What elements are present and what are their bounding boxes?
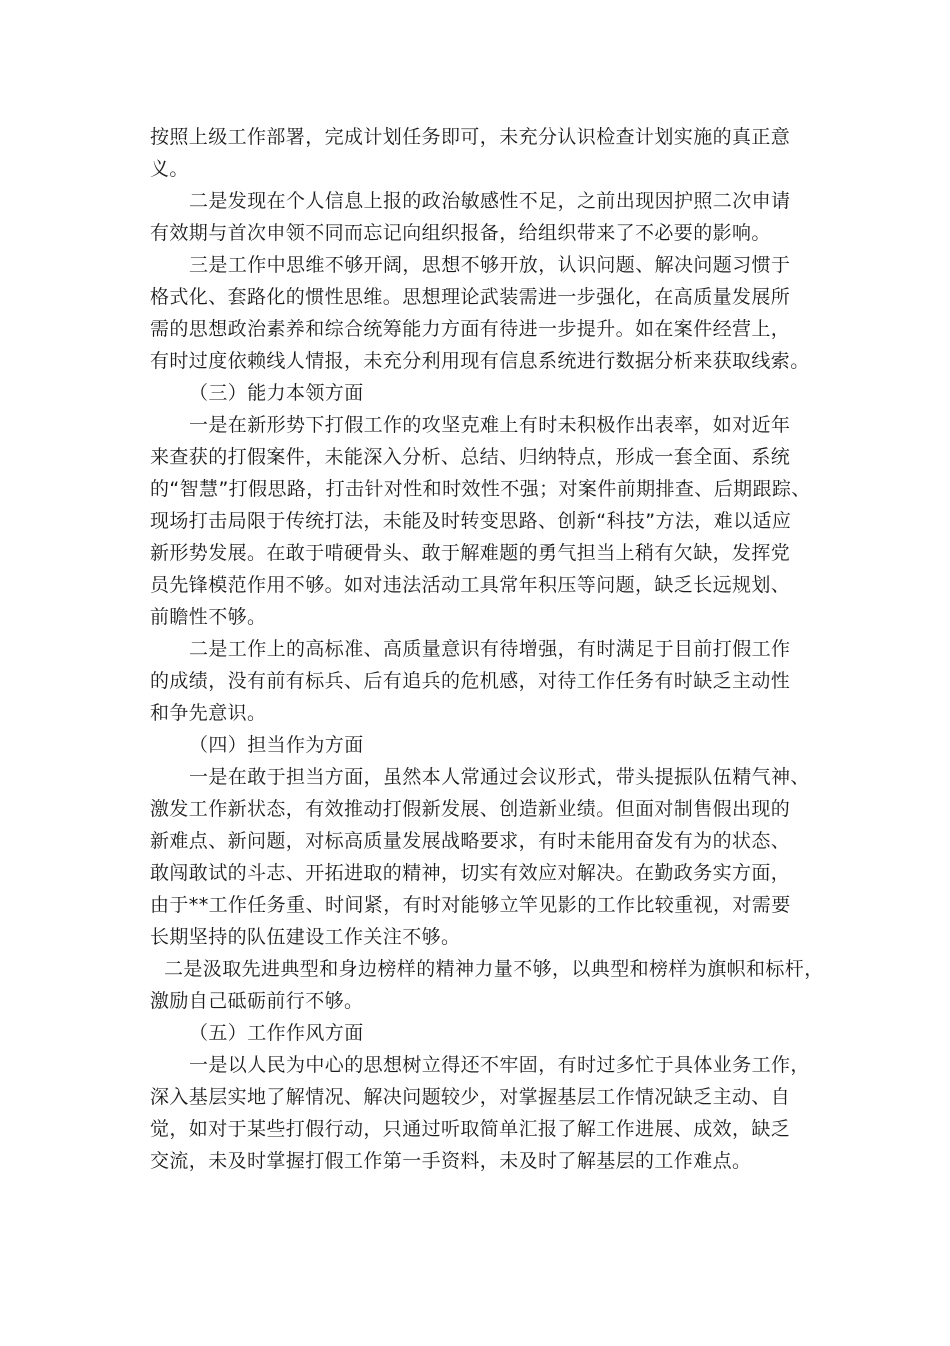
text-line: 前瞻性不够。	[150, 606, 267, 628]
text-line: 的“智慧”打假思路，打击针对性和时效性不强；对案件前期排查、后期跟踪、	[150, 478, 811, 500]
text-line: 按照上级工作部署，完成计划任务即可，未充分认识检查计划实施的真正意	[150, 126, 791, 148]
text-line: 有效期与首次申领不同而忘记向组织报备，给组织带来了不必要的影响。	[150, 222, 771, 244]
text-line: 格式化、套路化的惯性思维。思想理论武装需进一步强化，在高质量发展所	[150, 286, 791, 308]
paragraph-start: 二是工作上的高标准、高质量意识有待增强，有时满足于目前打假工作	[189, 638, 791, 660]
section-heading: （三）能力本领方面	[189, 382, 364, 404]
text-line: 深入基层实地了解情况、解决问题较少，对掌握基层工作情况缺乏主动、自	[150, 1086, 791, 1108]
text-line: 觉，如对于某些打假行动，只通过听取简单汇报了解工作进展、成效，缺乏	[150, 1118, 791, 1140]
text-line: 交流，未及时掌握打假工作第一手资料，未及时了解基层的工作难点。	[150, 1150, 752, 1172]
paragraph-start: 二是汲取先进典型和身边榜样的精神力量不够，以典型和榜样为旗帜和标杆，	[164, 958, 824, 980]
text-line: 有时过度依赖线人情报，未充分利用现有信息系统进行数据分析来获取线索。	[150, 350, 810, 372]
text-line: 义。	[150, 158, 189, 180]
text-line: 长期坚持的队伍建设工作关注不够。	[150, 926, 461, 948]
text-line: 需的思想政治素养和综合统筹能力方面有待进一步提升。如在案件经营上，	[150, 318, 791, 340]
text-line: 敢闯敢试的斗志、开拓进取的精神，切实有效应对解决。在勤政务实方面，	[150, 862, 791, 884]
text-line: 新难点、新问题，对标高质量发展战略要求，有时未能用奋发有为的状态、	[150, 830, 791, 852]
text-line: 和争先意识。	[150, 702, 267, 724]
text-line: 由于**工作任务重、时间紧，有时对能够立竿见影的工作比较重视，对需要	[150, 894, 791, 916]
paragraph-start: 一是在敢于担当方面，虽然本人常通过会议形式，带头提振队伍精气神、	[189, 766, 810, 788]
paragraph-start: 二是发现在个人信息上报的政治敏感性不足，之前出现因护照二次申请	[189, 190, 791, 212]
text-line: 激发工作新状态，有效推动打假新发展、创造新业绩。但面对制售假出现的	[150, 798, 791, 820]
text-line: 的成绩，没有前有标兵、后有追兵的危机感，对待工作任务有时缺乏主动性	[150, 670, 791, 692]
text-line: 来查获的打假案件，未能深入分析、总结、归纳特点，形成一套全面、系统	[150, 446, 791, 468]
paragraph-start: 三是工作中思维不够开阔，思想不够开放，认识问题、解决问题习惯于	[189, 254, 791, 276]
section-heading: （五）工作作风方面	[189, 1022, 364, 1044]
paragraph-start: 一是在新形势下打假工作的攻坚克难上有时未积极作出表率，如对近年	[189, 414, 791, 436]
section-heading: （四）担当作为方面	[189, 734, 364, 756]
paragraph-start: 一是以人民为中心的思想树立得还不牢固，有时过多忙于具体业务工作，	[189, 1054, 810, 1076]
text-line: 员先锋模范作用不够。如对违法活动工具常年积压等问题，缺乏长远规划、	[150, 574, 791, 596]
text-line: 现场打击局限于传统打法，未能及时转变思路、创新“科技”方法，难以适应	[150, 510, 792, 532]
text-line: 激励自己砥砺前行不够。	[150, 990, 364, 1012]
text-line: 新形势发展。在敢于啃硬骨头、敢于解难题的勇气担当上稍有欠缺，发挥党	[150, 542, 791, 564]
